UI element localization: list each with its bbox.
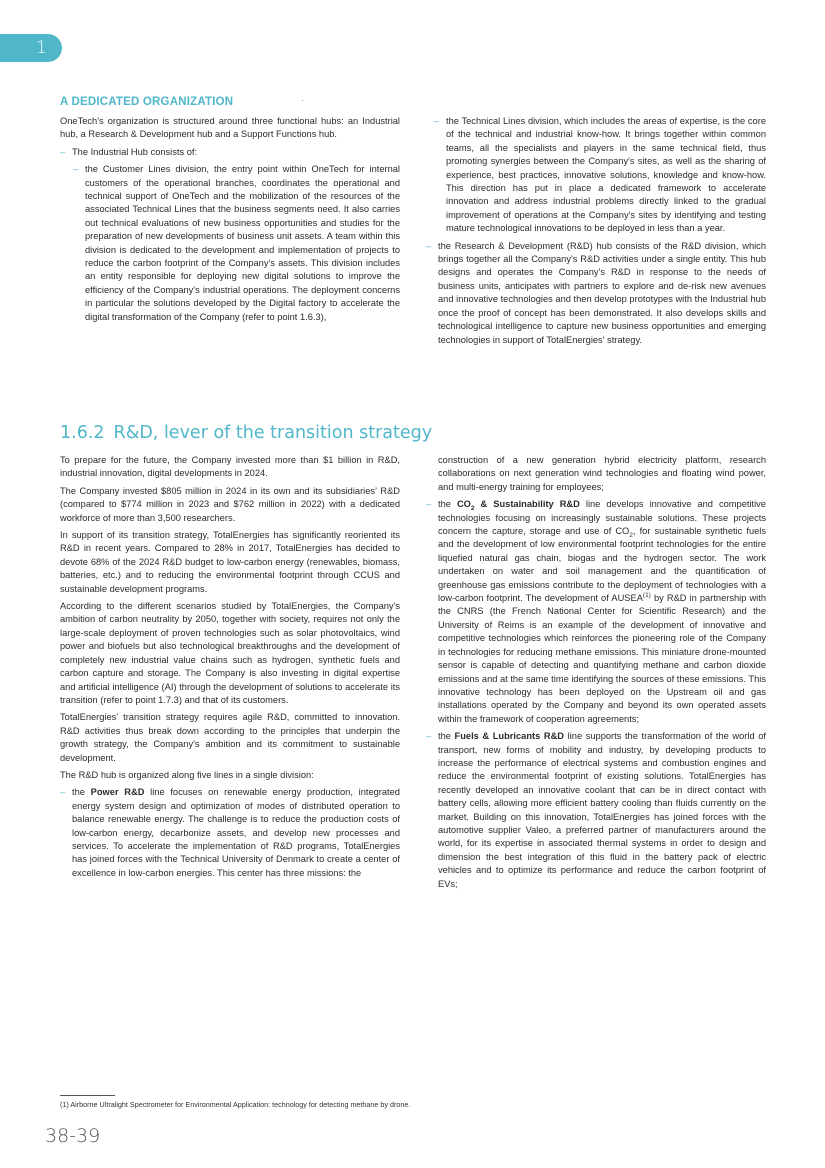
footnote-divider (60, 1095, 115, 1096)
section-number: 1.6.2 (60, 423, 105, 443)
list-item-technical-lines (426, 115, 766, 236)
list-item-industrial-hub (60, 146, 400, 159)
stray-dot: · (301, 96, 304, 105)
list-item-text-a: line develops innovative and competitive technologies focusing on increasingly sustainable solutions. These projects concern the capture, storage and use of CO (438, 499, 766, 537)
top-left-column (60, 115, 400, 328)
list-item-co2-rd (426, 498, 766, 726)
list-item-lead: the (72, 787, 85, 798)
section-heading-162 (60, 423, 432, 443)
list-item-text: the Research & Development (R&D) hub consists of the R&D division, which brings together all the Company's R&D activities under a single entity. This hub designs and operates the Company's R&D in response to the needs of business units, anticipates with partners to explore and de-risk new avenues and innovative technologies and then develop prototypes with the Industrial hub once the proof of concept has been demonstrated. It also develops skills and technological intelligence to capture new business opportunities and emerging technologies in support of TotalEnergies' strategy. (438, 240, 766, 345)
section-title: R&D, lever of the transition strategy (113, 423, 433, 443)
paragraph-1: To prepare for the future, the Company invested more than $1 billion in R&D, industrial innovation, digital developments in 2024. (60, 455, 400, 479)
list-item-power-rd (60, 786, 400, 880)
list-item-text: The Industrial Hub consists of: (72, 146, 198, 157)
list-item-text: the Technical Lines division, which includes the areas of expertise, is the core of the technical and industrial know-how. It brings together within common teams, all the specialists and players in the same technical field, thus promoting synergies between the Company's sites, as well as the sharing of experience, best practices, innovative solutions, knowledge and know-how. This direction has put in place a dedicated framework to accelerate innovation and address industrial problems directly linked to the gradual improvement of operations at the Company's sites by identifying and testing mature technological innovations to be deployed in less than a year. (446, 116, 766, 234)
list-item-fuels-rd (426, 730, 766, 891)
paragraph-power-continued: construction of a new generation hybrid electricity platform, research collaborations on next generation wind technologies and floating wind power, and multi-energy training for employees; (438, 455, 766, 492)
section-heading-dedicated-organization: A DEDICATED ORGANIZATION (60, 96, 234, 108)
list-item-bold (456, 499, 580, 513)
text-subscript: 2 (629, 531, 633, 539)
paragraph-2: The Company invested $805 million in 2024 in its own and its subsidiaries' R&D (compared to $774 million in 2023 and $762 million in 2022) with a dedicated workforce of more than 3,500 researchers. (60, 485, 400, 523)
chapter-tab: 1 (0, 34, 62, 62)
dash-bullet: – (60, 787, 66, 798)
list-item-customer-lines (60, 163, 400, 324)
bottom-right-column (426, 454, 766, 895)
footnote-ref: (1) (642, 591, 651, 599)
bold-subscript: 2 (470, 505, 475, 513)
footnote: (1) Airborne Ultralight Spectrometer for Environmental Application: technology for detecting methane by drone. (60, 1100, 411, 1109)
bold-rest: & Sustainability R&D (480, 499, 580, 510)
paragraph-4: According to the different scenarios studied by TotalEnergies, the Company's ambition of carbon neutrality by 2050, together with society, requires not only the large-scale deployment of proven technologies such as solar photovoltaics, wind power and biofuels but also technological breakthroughs and the development of completely new industrial value chains such as hydrogen, synthetic fuels and carbon capture and storage. The Company is also investing in digital expertise and artificial intelligence (AI) through the development of solutions to accelerate its transition (refer to point 1.7.3) and that of its customers. (60, 601, 400, 705)
dash-bullet: – (60, 146, 66, 157)
top-right-column (426, 115, 766, 351)
paragraph-6: The R&D hub is organized along five lines in a single division: (60, 769, 314, 780)
list-item-bold: Power R&D (90, 787, 145, 798)
list-item-text-b: , for sustainable synthetic fuels and the development of low environmental footprint technologies for the entire liquefied natural gas chain, biogas and the hydrogen sector. The work undertaken on water and soil management and the quantification of greenhouse gas emissions contribute to the deployment of technologies with a low-carbon footprint. The development of AUSEA (438, 526, 766, 604)
list-item-lead: the (438, 731, 451, 742)
paragraph-5: TotalEnergies' transition strategy requires agile R&D, committed to innovation. R&D activities thus break down according to the principles that underpin the growth strategy, the Company's ambition and its commitment to sustainable development. (60, 712, 400, 763)
list-item-rd-hub (426, 240, 766, 347)
list-item-lead: the (438, 499, 451, 510)
paragraph-intro: OneTech's organization is structured around three functional hubs: an Industrial hub, a Research & Development hub and a Support Functions hub. (60, 116, 400, 140)
dash-bullet: – (426, 731, 432, 742)
dash-bullet: – (73, 164, 79, 175)
dash-bullet: – (434, 116, 440, 126)
list-item-bold: Fuels & Lubricants R&D (454, 731, 565, 742)
paragraph-3: In support of its transition strategy, TotalEnergies has significantly reoriented its R&D in recent years. Compared to 28% in 2017, TotalEnergies has decided to devote 68% of the 2024 R&D budget to low-carbon energy (renewables, biomass, batteries, etc.) and to reducing the environmental footprint through CCUS and sustainable development programs. (60, 530, 400, 594)
list-item-text: line supports the transformation of the world of transport, new forms of mobility and industry, by developing products to increase the performance of electrical systems and combustion engines and reduce the environmental footprint of existing solutions. TotalEnergies has recently developed an innovative coolant that can be in direct contact with battery cells, allowing more efficient battery cooling than fluids currently on the market. Building on this innovation, TotalEnergies has joined forces with the automotive supplier Valeo, a preferred partner of manufacturers around the world, for its expertise in associated thermal systems in order to design and dimension the best integration of this fluid in the battery pack of electric vehicles and to optimize its performance and reduce the carbon footprint of EVs; (438, 731, 766, 889)
list-item-text: the Customer Lines division, the entry point within OneTech for internal customers of the operational branches, coordinates the operational and technical support of OneTech and the mobilization of the resources of the associated Technical Lines that the business segments need. It also carries out technical evaluations of new business opportunities and studies for the preparation of new developments of business unit assets. A team within this division is dedicated to the development and implementation of projects to reduce the carbon footprint of the Company's assets. This division includes an entity responsible for deploying new digital solutions to improve the efficiency of the Company's industrial operations. The deployment concerns in particular the solutions developed by the Digital factory to accelerate the digital transformation of the Company (refer to point 1.6.3), (85, 164, 400, 322)
dash-bullet: – (426, 499, 432, 510)
list-item-text-c: by R&D in partnership with the CNRS (the French National Center for Scientific Research) and the University of Reims is an example of the development of innovative and competitive technologies which reinforces the pioneering role of the Company in technologies for reducing methane emissions. This miniature drone-mounted sensor is capable of detecting and quantifying methane and carbon dioxide emissions and at the same time identifying the sources of these emissions. This innovative technology has been deployed on the Upstream oil and gas installations operated by the Company and beyond its own operated assets within the framework of cooperation agreements; (438, 593, 767, 724)
dash-bullet: – (426, 240, 432, 251)
bottom-left-column (60, 454, 400, 884)
list-item-text: line focuses on renewable energy production, integrated energy system design and optimization of modes of distributed operation to balance renewable energy. The challenge is to reduce the production costs of low-carbon energy, decarbonize assets, and develop new processes and services. To accelerate the implementation of R&D programs, TotalEnergies has joined forces with the Technical University of Denmark to create a center of excellence in low-carbon energies. This center has three missions: the (72, 787, 400, 878)
page-number: 38-39 (45, 1125, 101, 1147)
bold-co: CO (456, 499, 471, 510)
